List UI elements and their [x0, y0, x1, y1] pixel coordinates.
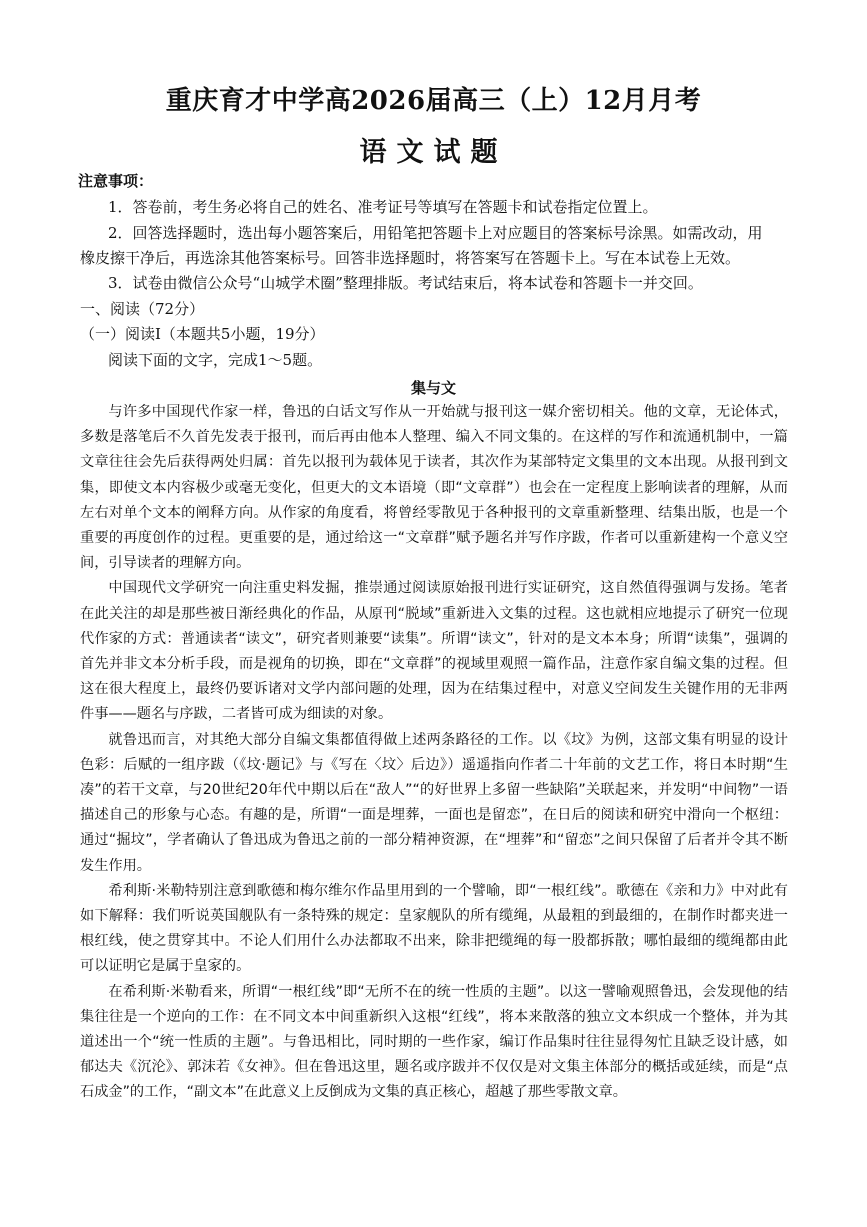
notice-item-3: 3．试卷由微信公众号“山城学术圈”整理排版。考试结束后，将本试卷和答题卡一并交回。 [108, 274, 703, 292]
notice-heading: 注意事项： [78, 172, 154, 190]
exam-title: 重庆育才中学高2026届高三（上）12月月考 [165, 86, 702, 116]
article-paragraph: 与许多中国现代作家一样，鲁迅的白话文写作从一开始就与报刊这一媒介密切相关。他的文章，无论体式，多数是落笔后不久首先发表于报刊，而后再由他本人整理、编入不同文集的。在这样的写作和流通机制中，一篇文章往往会先后获得两处归属：首先以报刊为载体见于读者，其次作为某部特定文集里的文本出现。从报刊到文集，即使文本内容极少或毫无变化，但更大的文本语境（即“文章群”）也会在一定程度上影响读者的理解，从而左右对单个文本的阐释方向。从作家的角度看，将曾经零散见于各种报刊的文章重新整理、结集出版，也是一个重要的再度创作的过程。更重要的是，通过给这一“文章群”赋予题名并写作序跋，作者可以重新建构一个意义空间，引导读者的理解方向。 [80, 404, 788, 572]
notice-item-2-line-2: 橡皮擦干净后，再选涂其他答案标号。回答非选择题时，将答案写在答题卡上。写在本试卷上无效。 [80, 249, 741, 267]
article-paragraph: 中国现代文学研究一向注重史料发掘，推崇通过阅读原始报刊进行实证研究，这自然值得强调与发扬。笔者在此关注的却是那些被日渐经典化的作品，从原刊“脱域”重新进入文集的过程。这也就相应地提示了研究一位现代作家的方式：普通读者“读文”，研究者则兼要“读集”。所谓“读文”，针对的是文本本身；所谓“读集”，强调的首先并非文本分析手段，而是视角的切换，即在“文章群”的视域里观照一篇作品，注意作家自编文集的过程。但这在很大程度上，最终仍要诉诸对文学内部问题的处理，因为在结集过程中，对意义空间发生关键作用的无非两件事——题名与序跋，二者皆可成为细读的对象。 [80, 580, 788, 723]
article-paragraph: 在希利斯·米勒看来，所谓“一根红线”即“无所不在的统一性质的主题”。以这一譬喻观照鲁迅，会发现他的结集往往是一个逆向的工作：在不同文本中间重新织入这根“红线”，将本来散落的独立文本织成一个整体，并为其道述出一个“统一性质的主题”。与鲁迅相比，同时期的一些作家，编订作品集时往往显得匆忙且缺乏设计感，如郁达夫《沉沦》、郭沫若《女神》。但在鲁迅这里，题名或序跋并不仅仅是对文集主体部分的概括或延续，而是“点石成金”的工作，“副文本”在此意义上反倒成为文集的真正核心，超越了那些零散文章。 [80, 983, 788, 1101]
article-title: 集与文 [410, 379, 456, 397]
reading-instruction: 阅读下面的文字，完成1～5题。 [108, 351, 323, 369]
exam-subtitle: 语文试题 [359, 137, 508, 168]
section-heading: 一、阅读（72分） [80, 300, 205, 318]
subsection-heading: （一）阅读Ⅰ（本题共5小题，19分） [80, 325, 325, 343]
article-paragraph: 就鲁迅而言，对其绝大部分自编文集都值得做上述两条路径的工作。以《坟》为例，这部文集有明显的设计色彩：后赋的一组序跋（《坟·题记》与《写在〈坟〉后边》）遥遥指向作者二十年前的文艺工作，将日本时期“生凑”的若干文章，与20世纪20年代中期以后在“敌人”“的好世界上多留一些缺陷”关联起来，并发明“中间物”一语描述自己的形象与心态。有趣的是，所谓“一面是埋葬，一面也是留恋”，在日后的阅读和研究中滑向一个枢纽：通过“掘坟”，学者确认了鲁迅成为鲁迅之前的一部分精神资源，在“埋葬”和“留恋”之间只保留了后者并令其不断发生作用。 [80, 731, 788, 874]
notice-item-1: 1．答卷前，考生务必将自己的姓名、准考证号等填写在答题卡和试卷指定位置上。 [108, 198, 658, 216]
article-paragraph: 希利斯·米勒特别注意到歌德和梅尔维尔作品里用到的一个譬喻，即“一根红线”。歌德在《亲和力》中对此有如下解释：我们听说英国舰队有一条特殊的规定：皇家舰队的所有缆绳，从最粗的到最细的，在制作时都夹进一根红线，使之贯穿其中。不论人们用什么办法都取不出来，除非把缆绳的每一股都拆散；哪怕最细的缆绳都由此可以证明它是属于皇家的。 [80, 882, 788, 975]
notice-item-2-line-1: 2．回答选择题时，选出每小题答案后，用铅笔把答题卡上对应题目的答案标号涂黑。如需改动，用 [108, 224, 763, 242]
article-body [80, 400, 788, 1106]
